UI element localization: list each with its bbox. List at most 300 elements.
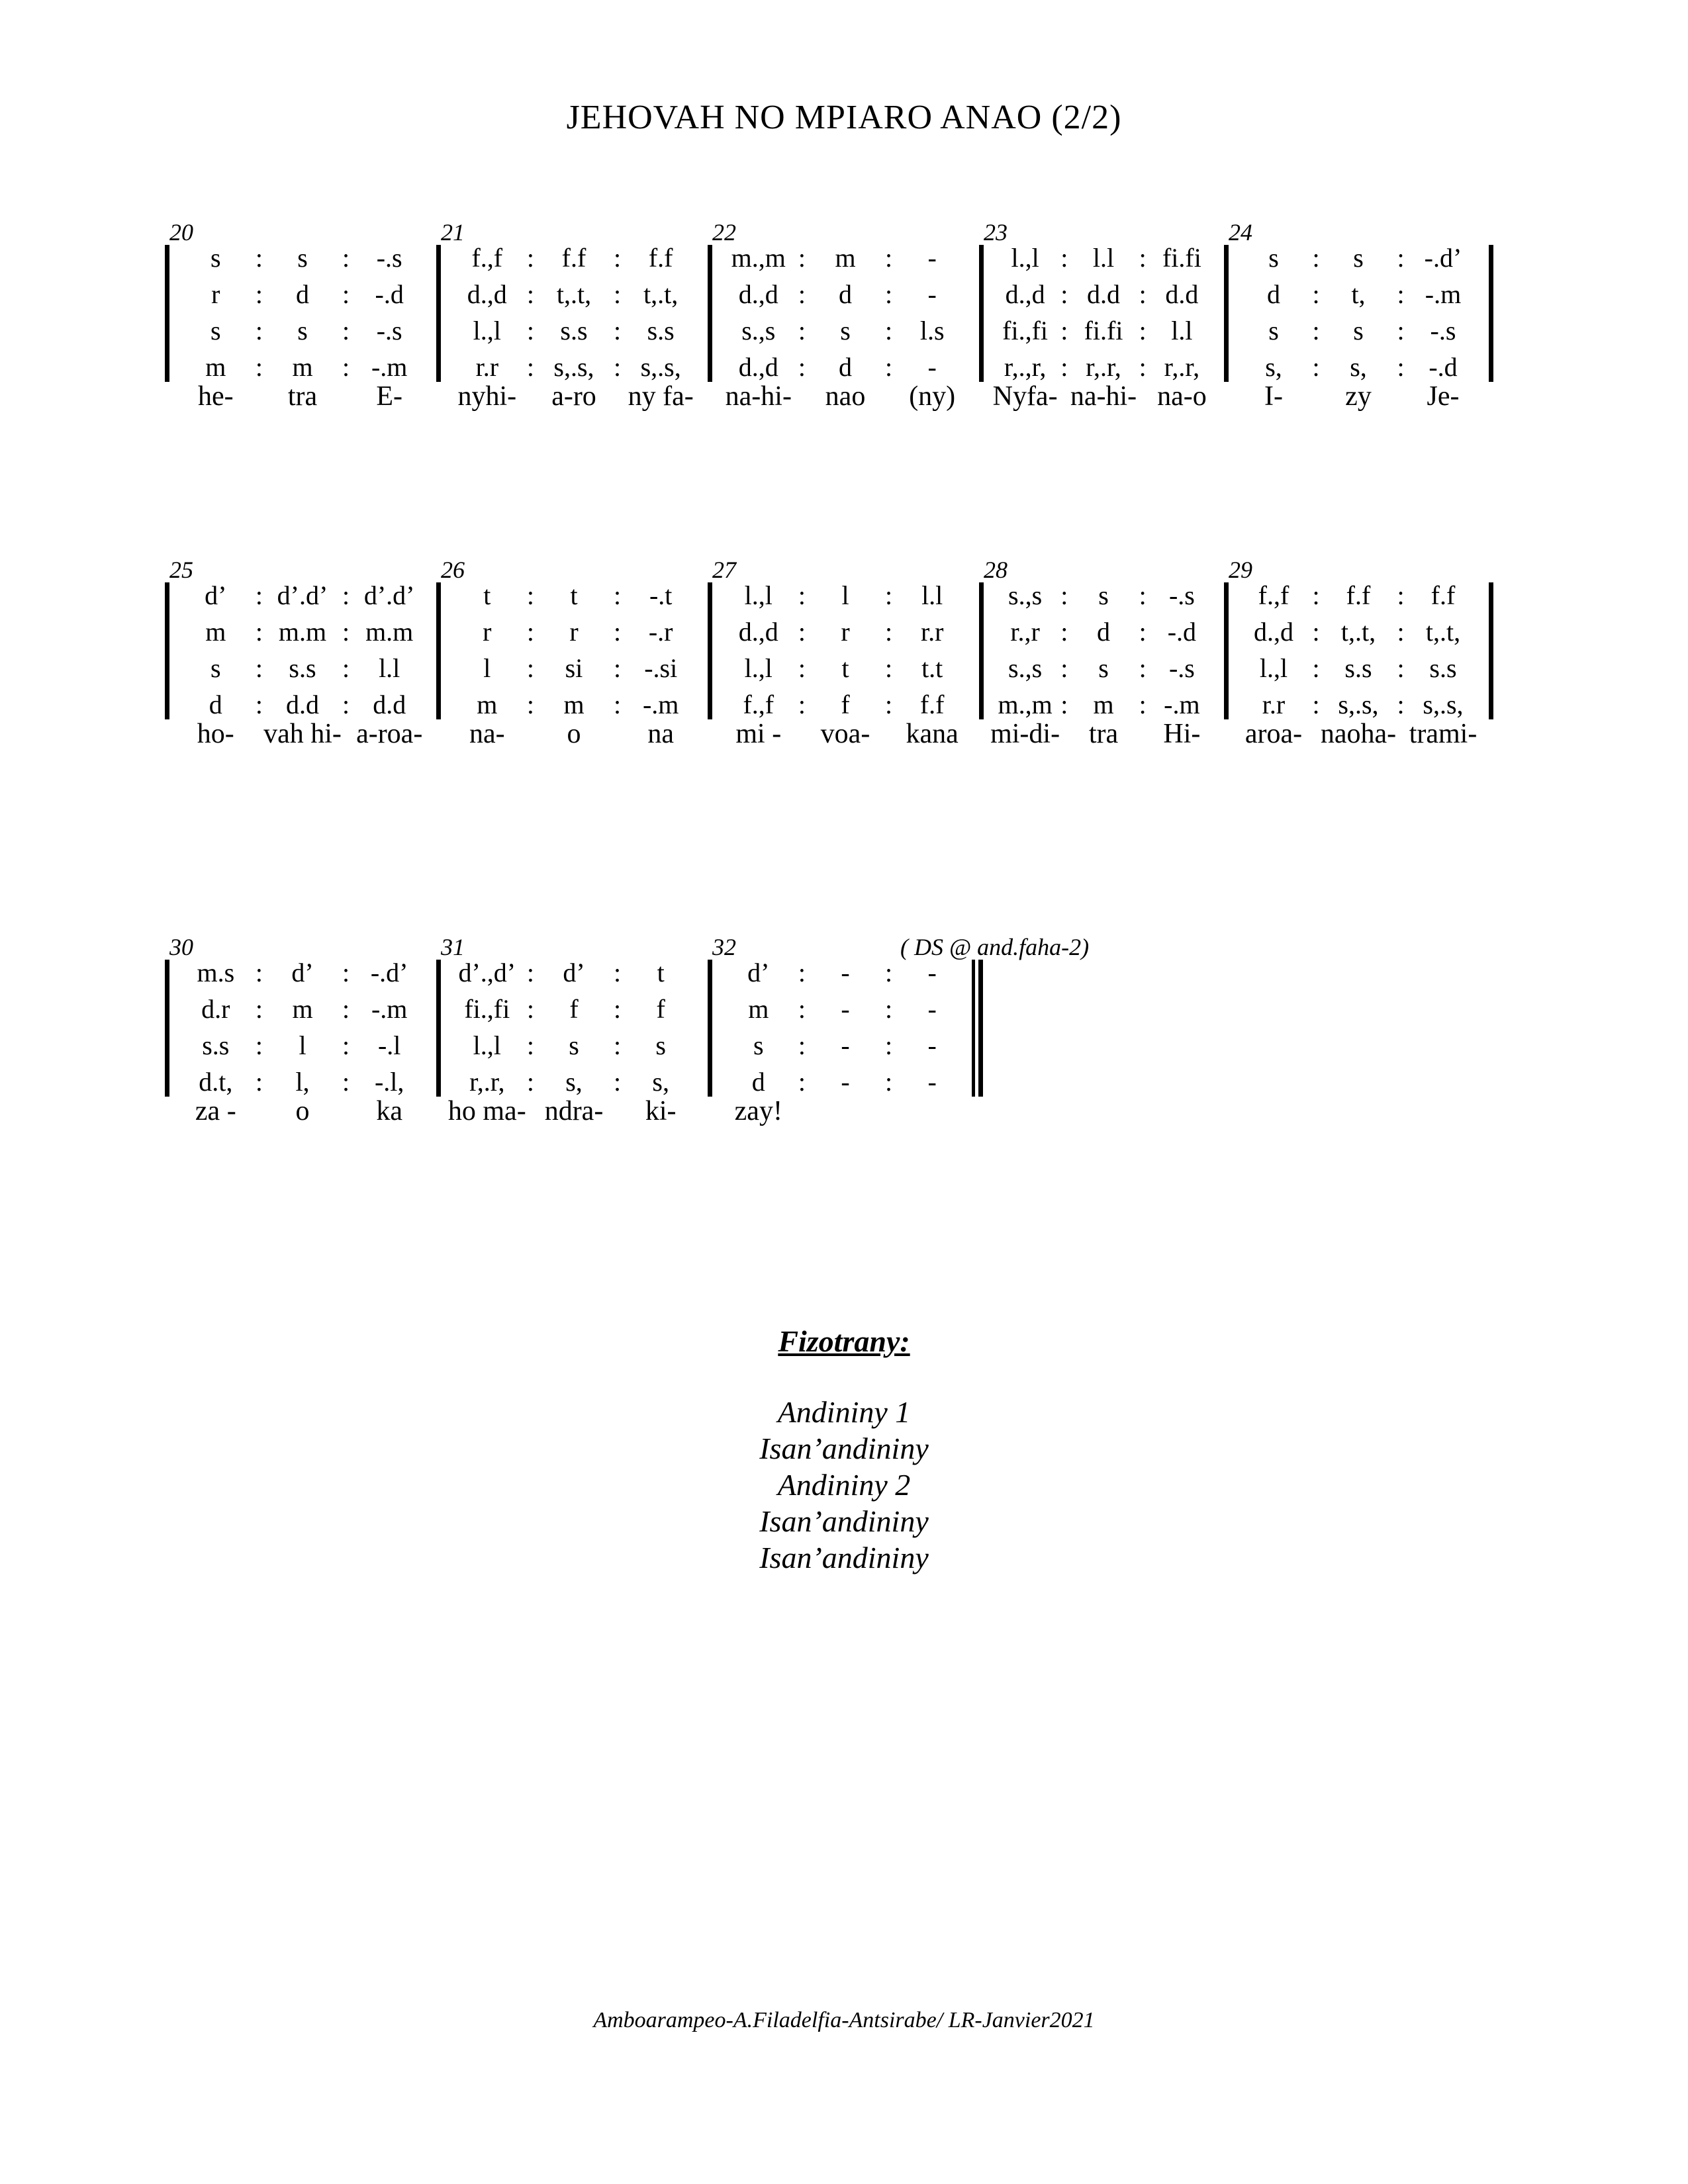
solfa-note: s xyxy=(1268,243,1279,273)
beat-separator: : xyxy=(1312,279,1320,309)
score-system xyxy=(0,556,1688,774)
solfa-note: l.,l xyxy=(1259,653,1288,683)
order-list xyxy=(0,1394,1688,1576)
solfa-note: -.m xyxy=(1164,690,1200,719)
beat-separator: : xyxy=(342,958,350,987)
beat-separator: : xyxy=(1397,690,1405,719)
solfa-note: -.m xyxy=(371,994,408,1024)
solfa-note: s.,s xyxy=(1008,653,1043,683)
measure-number: 29 xyxy=(1229,557,1252,583)
lyric-syllable: a-ro xyxy=(551,381,596,412)
solfa-note: fi.fi xyxy=(1084,316,1123,345)
beat-separator: : xyxy=(1312,352,1320,382)
solfa-note: -.s xyxy=(376,316,402,345)
solfa-note: -.d’ xyxy=(1424,243,1462,273)
beat-separator: : xyxy=(255,316,263,345)
beat-separator: : xyxy=(1312,580,1320,610)
solfa-note: - xyxy=(927,352,937,382)
solfa-note: l.l xyxy=(921,580,943,610)
measure-number: 30 xyxy=(169,934,193,960)
lyric-syllable: Je- xyxy=(1427,381,1460,412)
beat-separator: : xyxy=(342,690,350,719)
solfa-note: -.d’ xyxy=(370,958,408,987)
beat-separator: : xyxy=(885,352,893,382)
solfa-note: d’ xyxy=(747,958,770,987)
lyric-syllable: I- xyxy=(1264,381,1283,412)
lyric-syllable: o xyxy=(295,1096,310,1126)
beat-separator: : xyxy=(1060,653,1068,683)
solfa-note: r,.r, xyxy=(1164,352,1200,382)
measure-number: 28 xyxy=(984,557,1008,583)
beat-separator: : xyxy=(255,690,263,719)
lyric-syllable: aroa- xyxy=(1244,719,1303,749)
lyric-syllable: ka xyxy=(376,1096,403,1126)
lyric-syllable: tra xyxy=(287,381,318,412)
solfa-note: t, xyxy=(1351,279,1366,309)
solfa-note: fi.,fi xyxy=(464,994,510,1024)
lyric-syllable: naoha- xyxy=(1320,719,1397,749)
solfa-note: m xyxy=(748,994,769,1024)
solfa-note: f.f xyxy=(1346,580,1371,610)
lyric-syllable: voa- xyxy=(820,719,870,749)
beat-separator: : xyxy=(1312,243,1320,273)
solfa-note: si xyxy=(565,653,583,683)
solfa-note: f.f xyxy=(919,690,945,719)
solfa-note: f xyxy=(841,690,850,719)
beat-separator: : xyxy=(255,243,263,273)
order-line: Isan’andininy xyxy=(759,1504,929,1538)
beat-separator: : xyxy=(255,617,263,647)
beat-separator: : xyxy=(1060,243,1068,273)
solfa-note: f.f xyxy=(1430,580,1456,610)
solfa-note: -.l xyxy=(377,1030,401,1060)
beat-separator: : xyxy=(885,1067,893,1097)
solfa-note: -.t xyxy=(649,580,673,610)
solfa-note: d.,d xyxy=(1254,617,1293,647)
lyric-syllable: E- xyxy=(376,381,403,412)
beat-separator: : xyxy=(526,580,534,610)
solfa-note: d.,d xyxy=(738,279,778,309)
solfa-note: m xyxy=(563,690,585,719)
solfa-note: d.,d xyxy=(1005,279,1045,309)
solfa-note: s.s xyxy=(1429,653,1457,683)
solfa-note: s xyxy=(211,243,221,273)
beat-separator: : xyxy=(1397,243,1405,273)
solfa-note: s xyxy=(1353,243,1364,273)
beat-separator: : xyxy=(342,617,350,647)
solfa-note: l xyxy=(483,653,491,683)
beat-separator: : xyxy=(1060,352,1068,382)
solfa-note: t,.t, xyxy=(643,279,679,309)
solfa-note: l.l xyxy=(1171,316,1193,345)
solfa-note: m xyxy=(477,690,498,719)
lyric-syllable: mi-di- xyxy=(990,719,1060,749)
solfa-note: d’.d’ xyxy=(277,580,328,610)
lyric-syllable: zay! xyxy=(734,1096,782,1126)
beat-separator: : xyxy=(526,994,534,1024)
beat-separator: : xyxy=(1139,279,1147,309)
solfa-note: l.,l xyxy=(744,653,773,683)
solfa-note: r.r xyxy=(475,352,499,382)
solfa-note: s.s xyxy=(202,1030,230,1060)
solfa-note: d xyxy=(839,279,852,309)
solfa-note: d.t, xyxy=(199,1067,233,1097)
solfa-note: -.d xyxy=(1429,352,1458,382)
lyric-syllable: na-o xyxy=(1157,381,1207,412)
beat-separator: : xyxy=(1060,617,1068,647)
solfa-note: r,.r, xyxy=(469,1067,505,1097)
solfa-note: r.,r xyxy=(1010,617,1040,647)
solfa-note: m.,m xyxy=(998,690,1053,719)
measure-number: 31 xyxy=(441,934,465,960)
solfa-note: - xyxy=(841,1067,850,1097)
lyric-syllable: ki- xyxy=(645,1096,677,1126)
beat-separator: : xyxy=(885,243,893,273)
beat-separator: : xyxy=(342,580,350,610)
solfa-note: - xyxy=(841,958,850,987)
solfa-note: m.m xyxy=(278,617,327,647)
solfa-note: f.,f xyxy=(743,690,774,719)
solfa-note: d.d xyxy=(1087,279,1120,309)
solfa-note: t,.t, xyxy=(556,279,592,309)
solfa-note: s.s xyxy=(289,653,316,683)
lyric-syllable: ndra- xyxy=(544,1096,604,1126)
solfa-note: s,.s, xyxy=(1338,690,1379,719)
solfa-note: m xyxy=(292,352,313,382)
solfa-note: - xyxy=(841,994,850,1024)
final-barline xyxy=(978,960,983,1097)
beat-separator: : xyxy=(885,279,893,309)
measure-number: 26 xyxy=(441,557,465,583)
lyric-syllable: vah hi- xyxy=(263,719,342,749)
solfa-note: s xyxy=(1098,580,1109,610)
solfa-note: -.m xyxy=(371,352,408,382)
beat-separator: : xyxy=(526,1067,534,1097)
lyric-syllable: za - xyxy=(195,1096,236,1126)
measure-number: 25 xyxy=(169,557,193,583)
order-line: Andininy 1 xyxy=(777,1395,911,1429)
solfa-note: s xyxy=(569,1030,579,1060)
solfa-note: f xyxy=(569,994,579,1024)
solfa-note: m xyxy=(205,617,226,647)
solfa-note: s.s xyxy=(560,316,588,345)
solfa-note: d.,d xyxy=(738,617,778,647)
beat-separator: : xyxy=(1397,653,1405,683)
lyric-syllable: ho ma- xyxy=(447,1096,526,1126)
beat-separator: : xyxy=(1139,243,1147,273)
solfa-note: fi.,fi xyxy=(1002,316,1049,345)
beat-separator: : xyxy=(614,352,622,382)
order-line: Isan’andininy xyxy=(759,1541,929,1574)
measure-number: 22 xyxy=(712,219,736,246)
lyric-syllable: na- xyxy=(469,719,505,749)
solfa-note: l.,l xyxy=(473,1030,501,1060)
solfa-note: -.m xyxy=(642,690,679,719)
solfa-note: f.f xyxy=(648,243,673,273)
beat-separator: : xyxy=(1060,279,1068,309)
solfa-note: s, xyxy=(1265,352,1282,382)
solfa-note: d xyxy=(839,352,852,382)
order-line: Isan’andininy xyxy=(759,1432,929,1465)
solfa-note: -.l, xyxy=(374,1067,404,1097)
beat-separator: : xyxy=(342,279,350,309)
solfa-note: s.,s xyxy=(1008,580,1043,610)
order-line: Andininy 2 xyxy=(777,1468,911,1502)
beat-separator: : xyxy=(1139,653,1147,683)
solfa-note: s,.s, xyxy=(640,352,681,382)
solfa-note: - xyxy=(841,1030,850,1060)
solfa-note: d xyxy=(1267,279,1280,309)
solfa-note: d.d xyxy=(1165,279,1199,309)
order-heading: Fizotrany: xyxy=(778,1324,910,1358)
lyric-syllable: na-hi- xyxy=(1070,381,1137,412)
beat-separator: : xyxy=(1060,690,1068,719)
beat-separator: : xyxy=(342,316,350,345)
solfa-note: m xyxy=(1093,690,1114,719)
solfa-note: d.,d xyxy=(467,279,507,309)
solfa-note: s, xyxy=(1350,352,1367,382)
beat-separator: : xyxy=(885,316,893,345)
barline xyxy=(1489,582,1493,719)
solfa-note: r.r xyxy=(920,617,944,647)
beat-separator: : xyxy=(798,690,806,719)
beat-separator: : xyxy=(1060,316,1068,345)
solfa-note: d.d xyxy=(373,690,406,719)
beat-separator: : xyxy=(526,279,534,309)
solfa-note: r xyxy=(841,617,850,647)
solfa-note: - xyxy=(927,994,937,1024)
solfa-note: - xyxy=(927,1067,937,1097)
solfa-note: s xyxy=(1353,316,1364,345)
beat-separator: : xyxy=(526,316,534,345)
score-system xyxy=(0,218,1688,437)
beat-separator: : xyxy=(1060,580,1068,610)
lyric-syllable: kana xyxy=(906,719,959,749)
beat-separator: : xyxy=(342,1067,350,1097)
beat-separator: : xyxy=(342,243,350,273)
beat-separator: : xyxy=(614,994,622,1024)
solfa-note: f.,f xyxy=(471,243,503,273)
solfa-note: t xyxy=(570,580,578,610)
solfa-note: d.,d xyxy=(738,352,778,382)
solfa-note: l.,l xyxy=(744,580,773,610)
solfa-note: d xyxy=(296,279,309,309)
solfa-note: d’.,d’ xyxy=(458,958,516,987)
solfa-note: - xyxy=(927,958,937,987)
solfa-note: r xyxy=(483,617,492,647)
beat-separator: : xyxy=(885,994,893,1024)
lyric-syllable: (ny) xyxy=(909,381,956,412)
beat-separator: : xyxy=(798,1067,806,1097)
solfa-note: l, xyxy=(295,1067,310,1097)
beat-separator: : xyxy=(526,958,534,987)
solfa-note: s xyxy=(655,1030,666,1060)
beat-separator: : xyxy=(1312,690,1320,719)
solfa-note: -.s xyxy=(376,243,402,273)
solfa-note: s xyxy=(297,316,308,345)
beat-separator: : xyxy=(798,958,806,987)
beat-separator: : xyxy=(614,316,622,345)
solfa-note: m.m xyxy=(365,617,414,647)
beat-separator: : xyxy=(798,994,806,1024)
beat-separator: : xyxy=(255,653,263,683)
solfa-note: t.t xyxy=(921,653,943,683)
measure-number: 20 xyxy=(169,219,193,246)
solfa-note: d’ xyxy=(205,580,227,610)
solfa-note: s xyxy=(297,243,308,273)
beat-separator: : xyxy=(614,653,622,683)
solfa-note: s, xyxy=(565,1067,583,1097)
beat-separator: : xyxy=(526,617,534,647)
lyric-syllable: ho- xyxy=(197,719,234,749)
beat-separator: : xyxy=(342,994,350,1024)
solfa-note: s xyxy=(1268,316,1279,345)
beat-separator: : xyxy=(885,617,893,647)
lyric-syllable: mi - xyxy=(735,719,782,749)
beat-separator: : xyxy=(342,1030,350,1060)
solfa-note: l xyxy=(299,1030,306,1060)
solfa-note: r.r xyxy=(1262,690,1286,719)
final-barline xyxy=(972,960,975,1097)
beat-separator: : xyxy=(614,617,622,647)
solfa-note: m.,m xyxy=(731,243,786,273)
beat-separator: : xyxy=(798,653,806,683)
beat-separator: : xyxy=(885,690,893,719)
lyric-syllable: o xyxy=(567,719,581,749)
beat-separator: : xyxy=(255,1030,263,1060)
solfa-note: s.s xyxy=(647,316,675,345)
measure-number: 23 xyxy=(984,219,1008,246)
beat-separator: : xyxy=(614,1030,622,1060)
solfa-note: m xyxy=(292,994,313,1024)
beat-separator: : xyxy=(1397,580,1405,610)
beat-separator: : xyxy=(342,352,350,382)
solfa-note: -.s xyxy=(1168,653,1195,683)
beat-separator: : xyxy=(1397,279,1405,309)
solfa-note: l.,l xyxy=(1011,243,1039,273)
lyric-syllable: a-roa- xyxy=(356,719,423,749)
beat-separator: : xyxy=(885,958,893,987)
lyric-syllable: nao xyxy=(825,381,866,412)
solfa-note: t,.t, xyxy=(1340,617,1376,647)
solfa-note: -.si xyxy=(644,653,678,683)
beat-separator: : xyxy=(614,1067,622,1097)
solfa-note: s xyxy=(840,316,851,345)
beat-separator: : xyxy=(1139,580,1147,610)
solfa-note: d.r xyxy=(201,994,230,1024)
solfa-note: t xyxy=(657,958,665,987)
beat-separator: : xyxy=(798,1030,806,1060)
solfa-note: l.,l xyxy=(473,316,501,345)
solfa-note: l.l xyxy=(1092,243,1115,273)
beat-separator: : xyxy=(885,653,893,683)
beat-separator: : xyxy=(1397,352,1405,382)
beat-separator: : xyxy=(614,243,622,273)
beat-separator: : xyxy=(526,653,534,683)
solfa-note: -.d xyxy=(375,279,404,309)
solfa-note: d xyxy=(751,1067,765,1097)
beat-separator: : xyxy=(798,316,806,345)
solfa-note: t,.t, xyxy=(1425,617,1461,647)
beat-separator: : xyxy=(255,580,263,610)
beat-separator: : xyxy=(526,690,534,719)
solfa-note: -.r xyxy=(648,617,673,647)
solfa-note: r,.r, xyxy=(1086,352,1121,382)
beat-separator: : xyxy=(1139,316,1147,345)
solfa-note: -.s xyxy=(1430,316,1456,345)
beat-separator: : xyxy=(255,958,263,987)
solfa-note: l xyxy=(841,580,849,610)
beat-separator: : xyxy=(1397,617,1405,647)
solfa-note: s,.s, xyxy=(1423,690,1464,719)
measure-number: 21 xyxy=(441,219,465,246)
solfa-note: f.,f xyxy=(1258,580,1289,610)
lyric-syllable: Hi- xyxy=(1163,719,1201,749)
solfa-note: d’ xyxy=(291,958,314,987)
lyric-syllable: na-hi- xyxy=(725,381,792,412)
solfa-note: - xyxy=(927,243,937,273)
solfa-note: -.d xyxy=(1167,617,1197,647)
beat-separator: : xyxy=(798,352,806,382)
beat-separator: : xyxy=(798,617,806,647)
solfa-note: r,.,r, xyxy=(1004,352,1047,382)
beat-separator: : xyxy=(614,279,622,309)
lyric-syllable: tra xyxy=(1088,719,1119,749)
beat-separator: : xyxy=(255,279,263,309)
measure-number: 32 xyxy=(712,934,736,960)
solfa-note: s,.s, xyxy=(553,352,594,382)
lyric-syllable: trami- xyxy=(1409,719,1477,749)
beat-separator: : xyxy=(798,580,806,610)
barline xyxy=(1489,245,1493,382)
solfa-note: m.s xyxy=(197,958,235,987)
lyric-syllable: na xyxy=(647,719,675,749)
beat-separator: : xyxy=(1312,617,1320,647)
solfa-note: -.m xyxy=(1425,279,1462,309)
solfa-note: fi.fi xyxy=(1162,243,1201,273)
lyric-syllable: ny fa- xyxy=(628,381,694,412)
solfa-note: d’ xyxy=(563,958,585,987)
solfa-note: s.,s xyxy=(741,316,776,345)
solfa-note: s xyxy=(211,653,221,683)
beat-separator: : xyxy=(1312,653,1320,683)
beat-separator: : xyxy=(1139,617,1147,647)
beat-separator: : xyxy=(885,580,893,610)
solfa-note: s xyxy=(753,1030,764,1060)
beat-separator: : xyxy=(526,352,534,382)
beat-separator: : xyxy=(1139,690,1147,719)
solfa-note: -.s xyxy=(1168,580,1195,610)
beat-separator: : xyxy=(526,1030,534,1060)
solfa-note: r xyxy=(569,617,579,647)
score-system xyxy=(0,933,1688,1152)
solfa-note: d.d xyxy=(286,690,319,719)
beat-separator: : xyxy=(255,352,263,382)
beat-separator: : xyxy=(614,690,622,719)
solfa-note: - xyxy=(927,1030,937,1060)
lyric-syllable: he- xyxy=(197,381,234,412)
solfa-note: s, xyxy=(652,1067,669,1097)
solfa-note: s.s xyxy=(1344,653,1372,683)
solfa-note: l.l xyxy=(379,653,400,683)
page-title: JEHOVAH NO MPIARO ANAO (2/2) xyxy=(566,99,1122,136)
beat-separator: : xyxy=(255,1067,263,1097)
beat-separator: : xyxy=(1397,316,1405,345)
measure-number: 24 xyxy=(1229,219,1252,246)
beat-separator: : xyxy=(1139,352,1147,382)
beat-separator: : xyxy=(342,653,350,683)
solfa-note: s xyxy=(211,316,221,345)
